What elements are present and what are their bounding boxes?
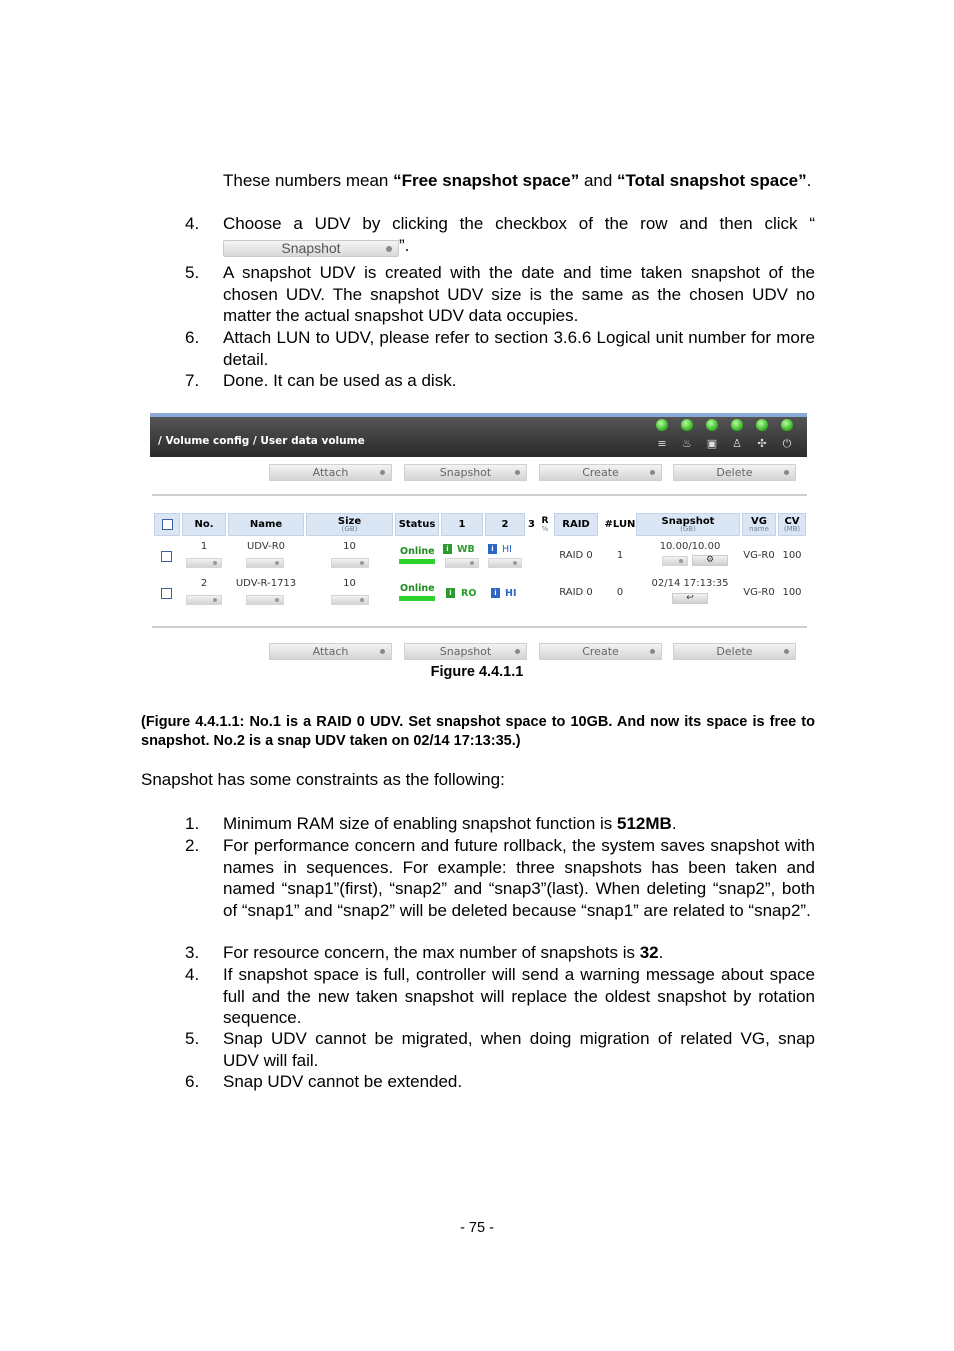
- divider: [152, 494, 807, 496]
- row-snapshot: 02/14 17:13:35: [651, 578, 729, 589]
- create-button[interactable]: Create: [539, 464, 662, 481]
- col-vg[interactable]: VG name: [742, 513, 776, 536]
- ups-icon[interactable]: ⏻: [782, 437, 792, 450]
- row-size-menu[interactable]: [331, 558, 369, 568]
- status-led-icon: [756, 419, 768, 431]
- constraint-number: 5.: [185, 1029, 200, 1048]
- row-name: UDV-R0: [246, 541, 286, 552]
- col-2[interactable]: 2: [485, 513, 525, 536]
- col-size[interactable]: Size (GB): [306, 513, 393, 536]
- udv-screenshot-figure: [150, 413, 807, 665]
- step-number: 5.: [185, 263, 200, 282]
- info-icon: i: [446, 588, 455, 598]
- constraint-text: If snapshot space is full, controller will send a warning message about space full and the new taken snapshot will replace the oldest snapshot by rotation sequence.: [223, 965, 815, 1027]
- info-icon: i: [443, 544, 452, 554]
- constraint-text: Snap UDV cannot be extended.: [223, 1072, 463, 1091]
- row-no: 1: [200, 541, 208, 552]
- row-c1-menu[interactable]: [445, 558, 479, 568]
- row-menu-button[interactable]: [186, 595, 222, 605]
- constraint-text: For resource concern, the max number of snapshots is 32.: [223, 943, 664, 962]
- info-icon: i: [491, 588, 500, 598]
- row-raid: RAID 0: [559, 587, 593, 598]
- constraint-text: Minimum RAM size of enabling snapshot function is 512MB.: [223, 814, 677, 833]
- col-3[interactable]: 3: [526, 513, 537, 536]
- constraint-number: 2.: [185, 836, 200, 855]
- figure-note: (Figure 4.4.1.1: No.1 is a RAID 0 UDV. Set snapshot space to 10GB. And now its space is free to snapshot. No.2 is a snap UDV taken on 02/14 17:13:35.): [141, 714, 815, 749]
- intro-paragraph: These numbers mean “Free snapshot space” and “Total snapshot space”.: [223, 171, 812, 190]
- col-raid[interactable]: RAID: [554, 513, 598, 536]
- row-size-menu[interactable]: [331, 595, 369, 605]
- create-button-bottom[interactable]: Create: [539, 643, 662, 660]
- col-cv[interactable]: CV (MB): [778, 513, 806, 536]
- status-bar: [399, 596, 435, 601]
- row-vg: VG-R0: [743, 550, 775, 561]
- status-led-icon: [656, 419, 668, 431]
- row-lun: 1: [616, 550, 624, 561]
- page-number: - 75 -: [460, 1220, 494, 1236]
- constraint-number: 4.: [185, 965, 200, 984]
- snapshot-button-bottom[interactable]: Snapshot: [404, 643, 527, 660]
- col-no[interactable]: No.: [182, 513, 226, 536]
- row-snapshot: 10.00/10.00: [659, 541, 721, 552]
- attach-button-bottom[interactable]: Attach: [269, 643, 392, 660]
- cache-tag: WB: [457, 544, 475, 555]
- delete-button-bottom[interactable]: Delete: [673, 643, 796, 660]
- snapshot-settings-icon[interactable]: ⚙: [692, 555, 728, 566]
- step-number: 4.: [185, 214, 200, 233]
- row-size: 10: [343, 578, 356, 589]
- fan-icon[interactable]: ✣: [757, 437, 767, 450]
- row-checkbox[interactable]: [161, 588, 172, 599]
- status-online: Online: [400, 546, 435, 557]
- row-name-menu[interactable]: [246, 595, 284, 605]
- status-led-icon: [706, 419, 718, 431]
- constraint-number: 3.: [185, 943, 200, 962]
- step-text: Choose a UDV by clicking the checkbox of the row and then click “Snapshot ”.: [223, 214, 815, 256]
- row-cv: 100: [782, 587, 802, 598]
- status-bar: [399, 559, 435, 564]
- step-number: 6.: [185, 328, 200, 347]
- disk-icon[interactable]: ≡: [657, 437, 667, 450]
- row-c2-menu[interactable]: [488, 558, 522, 568]
- status-online: Online: [400, 583, 435, 594]
- status-led-icon: [781, 419, 793, 431]
- col-name[interactable]: Name: [228, 513, 304, 536]
- col-lun[interactable]: #LUN: [600, 513, 640, 536]
- priority-tag: HI: [505, 588, 517, 599]
- row-menu-button[interactable]: [186, 558, 222, 568]
- step-text: A snapshot UDV is created with the date and time taken snapshot of the chosen UDV. The snapshot UDV size is the same as the chosen UDV no matter the actual snapshot UDV data occupies.: [223, 263, 815, 325]
- priority-tag: HI: [502, 544, 512, 555]
- cache-tag: RO: [461, 588, 477, 599]
- breadcrumb: / Volume config / User data volume: [158, 435, 365, 447]
- rollback-icon[interactable]: ↩: [672, 593, 708, 604]
- row-vg: VG-R0: [743, 587, 775, 598]
- col-status[interactable]: Status: [395, 513, 439, 536]
- step-text: Done. It can be used as a disk.: [223, 371, 457, 390]
- constraint-text: Snap UDV cannot be migrated, when doing migration of related VG, snap UDV will fail.: [223, 1029, 815, 1070]
- col-1[interactable]: 1: [441, 513, 483, 536]
- row-size: 10: [343, 541, 356, 552]
- row-raid: RAID 0: [559, 550, 593, 561]
- col-snapshot[interactable]: Snapshot (GB): [636, 513, 740, 536]
- voltage-icon[interactable]: ♙: [732, 437, 742, 450]
- snapshot-button-inline: Snapshot: [223, 240, 399, 257]
- step-text: Attach LUN to UDV, please refer to section 3.6.6 Logical unit number for more detail.: [223, 328, 815, 369]
- info-icon: i: [488, 544, 497, 554]
- row-checkbox[interactable]: [161, 551, 172, 562]
- attach-button[interactable]: Attach: [269, 464, 392, 481]
- status-led-icon: [731, 419, 743, 431]
- figure-header-bar: [150, 413, 807, 457]
- power-supply-icon[interactable]: ▣: [706, 437, 718, 450]
- constraints-lead: Snapshot has some constraints as the following:: [141, 770, 505, 789]
- row-name-menu[interactable]: [246, 558, 284, 568]
- temperature-icon[interactable]: ♨: [682, 437, 692, 450]
- snapshot-button[interactable]: Snapshot: [404, 464, 527, 481]
- row-snapshot-menu[interactable]: [662, 556, 688, 566]
- row-no: 2: [200, 578, 208, 589]
- constraint-text: For performance concern and future rollback, the system saves snapshot with names in sequences. For example: three snapshots has been taken and named “snap1”(first), “snap2” and “snap3”(last). When deleting “snap2”, both of “snap1” and “snap2” will be deleted because “snap1” are related to “snap2”.: [223, 836, 815, 920]
- status-led-icon: [681, 419, 693, 431]
- step-number: 7.: [185, 371, 200, 390]
- row-cv: 100: [782, 550, 802, 561]
- constraint-number: 1.: [185, 814, 200, 833]
- constraint-number: 6.: [185, 1072, 200, 1091]
- row-name: UDV-R-1713: [235, 578, 297, 589]
- select-all-checkbox[interactable]: [162, 519, 173, 530]
- divider: [152, 626, 807, 628]
- delete-button[interactable]: Delete: [673, 464, 796, 481]
- col-r[interactable]: R %: [538, 513, 552, 536]
- row-lun: 0: [616, 587, 624, 598]
- figure-caption: Figure 4.4.1.1: [430, 664, 524, 680]
- select-all-header: [154, 513, 180, 536]
